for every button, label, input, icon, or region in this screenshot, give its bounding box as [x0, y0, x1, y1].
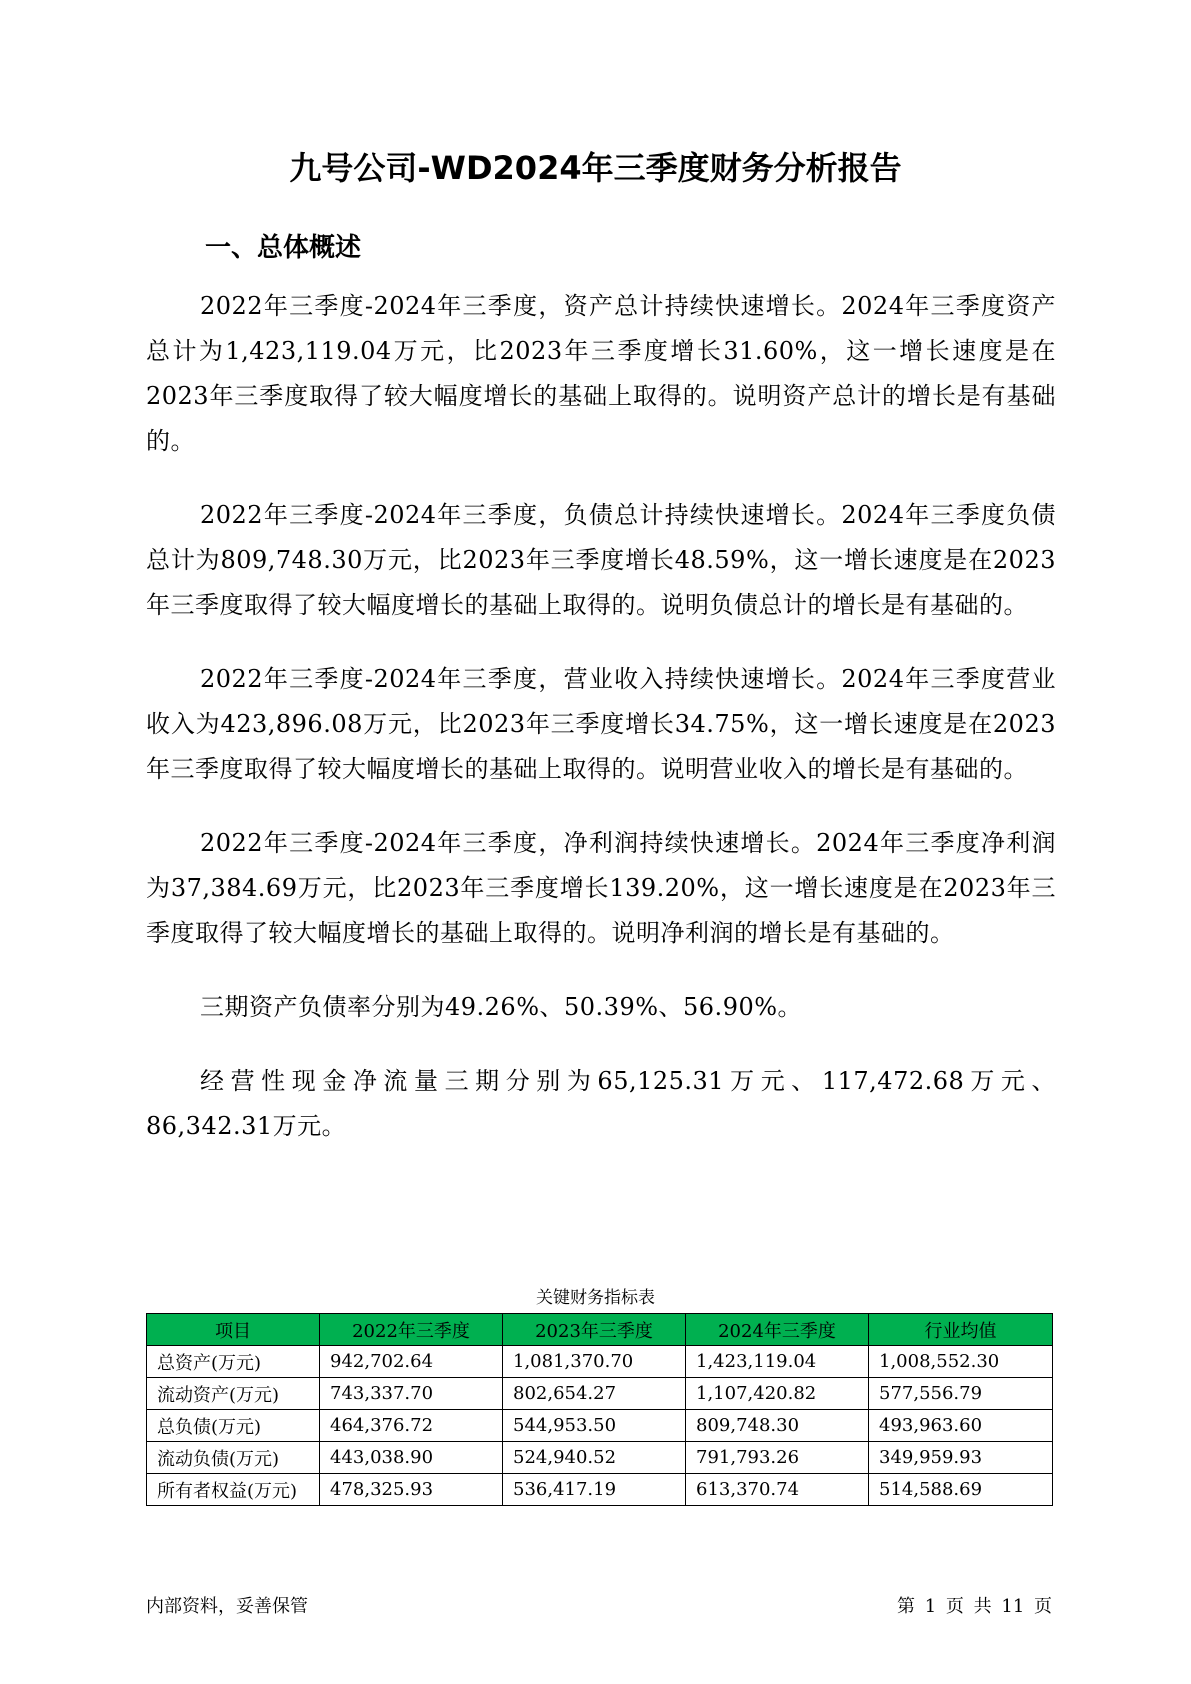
row-label: 所有者权益(万元)	[147, 1474, 320, 1506]
paragraph-total-assets: 2022年三季度-2024年三季度，资产总计持续快速增长。2024年三季度资产总计为1,423,119.04万元，比2023年三季度增长31.60%，这一增长速度是在2023年三季度取得了较大幅度增长的基础上取得的。说明资产总计的增长是有基础的。	[146, 292, 1056, 455]
table-cell: 544,953.50	[503, 1410, 686, 1442]
table-cell: 464,376.72	[320, 1410, 503, 1442]
table-cell: 1,107,420.82	[686, 1378, 869, 1410]
header-item: 项目	[147, 1314, 320, 1346]
row-label: 总资产(万元)	[147, 1346, 320, 1378]
row-label: 流动负债(万元)	[147, 1442, 320, 1474]
table-cell: 791,793.26	[686, 1442, 869, 1474]
table-cell: 514,588.69	[869, 1474, 1053, 1506]
header-2024q3: 2024年三季度	[686, 1314, 869, 1346]
table-cell: 1,008,552.30	[869, 1346, 1053, 1378]
table-row	[147, 1474, 1053, 1506]
table-cell: 349,959.93	[869, 1442, 1053, 1474]
table-cell: 743,337.70	[320, 1378, 503, 1410]
footer-confidential-note: 内部资料，妥善保管	[146, 1596, 308, 1617]
row-label: 总负债(万元)	[147, 1410, 320, 1442]
table-cell: 443,038.90	[320, 1442, 503, 1474]
paragraph-debt-ratio: 三期资产负债率分别为49.26%、50.39%、56.90%。	[200, 993, 803, 1021]
table-cell: 802,654.27	[503, 1378, 686, 1410]
paragraph-net-profit: 2022年三季度-2024年三季度，净利润持续快速增长。2024年三季度净利润为37,384.69万元，比2023年三季度增长139.20%，这一增长速度是在2023年三季度取得了较大幅度增长的基础上取得的。说明净利润的增长是有基础的。	[146, 829, 1056, 947]
table-cell: 942,702.64	[320, 1346, 503, 1378]
key-financial-indicators-table	[146, 1313, 1053, 1506]
paragraph-revenue: 2022年三季度-2024年三季度，营业收入持续快速增长。2024年三季度营业收入为423,896.08万元，比2023年三季度增长34.75%，这一增长速度是在2023年三季度取得了较大幅度增长的基础上取得的。说明营业收入的增长是有基础的。	[146, 665, 1056, 783]
table-caption: 关键财务指标表	[536, 1288, 655, 1308]
table-cell: 1,423,119.04	[686, 1346, 869, 1378]
body-text	[146, 284, 1056, 1178]
table-row	[147, 1346, 1053, 1378]
table-row	[147, 1442, 1053, 1474]
header-2022q3: 2022年三季度	[320, 1314, 503, 1346]
table-row	[147, 1378, 1053, 1410]
row-label: 流动资产(万元)	[147, 1378, 320, 1410]
page-title: 九号公司-WD2024年三季度财务分析报告	[289, 149, 902, 187]
table-cell: 809,748.30	[686, 1410, 869, 1442]
header-industry-average: 行业均值	[869, 1314, 1053, 1346]
table-header-row	[147, 1314, 1053, 1346]
paragraph-cash-flow: 经营性现金净流量三期分别为65,125.31万元、117,472.68万元、86,342.31万元。	[146, 1067, 1056, 1140]
section-heading: 一、总体概述	[205, 233, 362, 263]
table-cell: 536,417.19	[503, 1474, 686, 1506]
table-row	[147, 1410, 1053, 1442]
table-cell: 478,325.93	[320, 1474, 503, 1506]
table-cell: 1,081,370.70	[503, 1346, 686, 1378]
paragraph-total-liabilities: 2022年三季度-2024年三季度，负债总计持续快速增长。2024年三季度负债总计为809,748.30万元，比2023年三季度增长48.59%，这一增长速度是在2023年三季度取得了较大幅度增长的基础上取得的。说明负债总计的增长是有基础的。	[146, 501, 1056, 619]
header-2023q3: 2023年三季度	[503, 1314, 686, 1346]
table-cell: 493,963.60	[869, 1410, 1053, 1442]
table-cell: 524,940.52	[503, 1442, 686, 1474]
footer-page-number: 第 1 页 共 11 页	[897, 1596, 1052, 1617]
table-cell: 613,370.74	[686, 1474, 869, 1506]
table-cell: 577,556.79	[869, 1378, 1053, 1410]
